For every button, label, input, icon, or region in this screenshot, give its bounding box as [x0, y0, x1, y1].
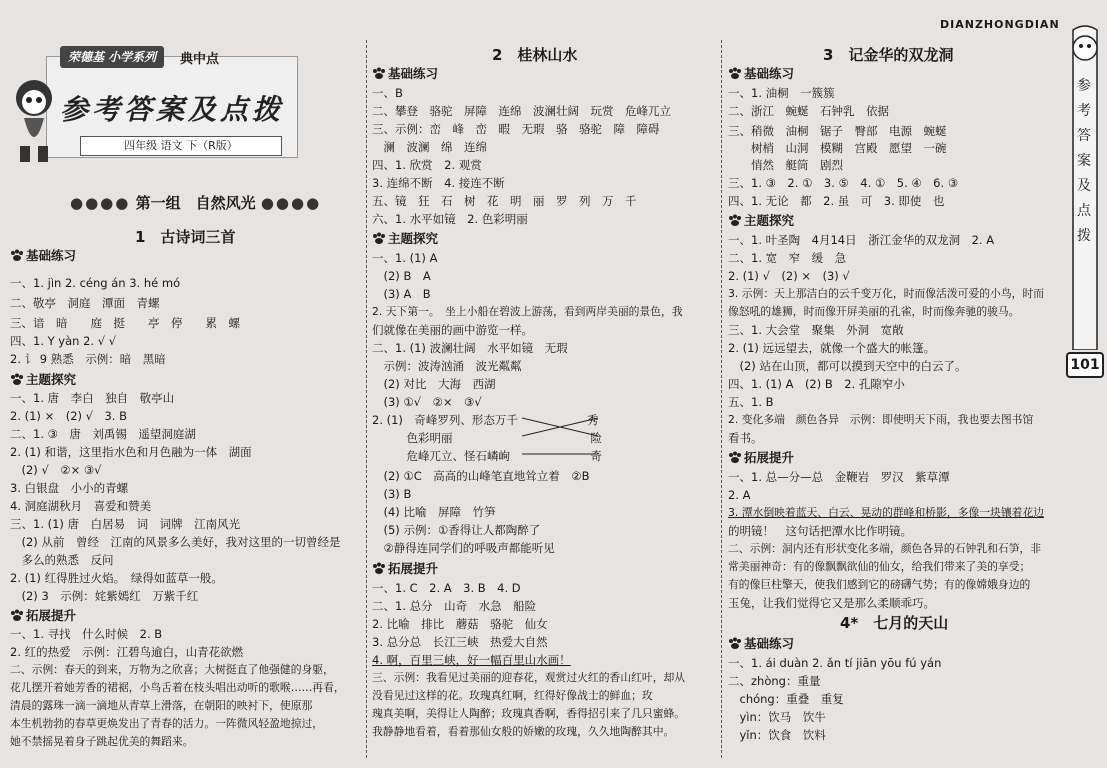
answer-line: 四、1. (1) A (2) B 2. 孔隙窄小 — [728, 377, 905, 391]
paw-icon — [728, 451, 742, 463]
answer-line: 三、稍微 油桐 锯子 臀部 电源 蜿蜒 — [728, 124, 947, 138]
answer-line: 示例：波涛汹涌 波光粼粼 — [372, 359, 522, 373]
answer-line: 我静静地看着，看着那仙女般的娇嫩的玫瑰，久久地陶醉其中。 — [372, 725, 675, 738]
answer-line: (3) ①√ ②× ③√ — [372, 395, 482, 409]
page-number: 101 — [1066, 352, 1104, 378]
answer-line: 看书。 — [728, 431, 763, 445]
answer-line: (3) A B — [372, 287, 431, 301]
section-title: 主题探究 — [372, 231, 438, 247]
answer-line: (2) 对比 大海 西湖 — [372, 377, 496, 391]
answer-line: 二、1. (1) 波澜壮阔 水平如镜 无瑕 — [372, 341, 568, 355]
answer-key-header — [10, 46, 300, 166]
answer-line: 澜 波澜 绵 连绵 — [372, 140, 487, 154]
answer-line: 2. 天下第一。 坐上小船在碧波上游荡，看到两岸美丽的景色，我 — [372, 305, 683, 318]
header-title: 参考答案及点拨 — [60, 93, 285, 126]
paw-icon — [10, 249, 24, 261]
answer-line: yìn：饮马 饮牛 — [728, 710, 826, 724]
answer-line: 本生机勃勃的春草更焕发出了青春的活力。一阵微风轻盈地掠过， — [10, 717, 324, 730]
paw-icon — [728, 214, 742, 226]
section-title: 拓展提升 — [728, 450, 794, 466]
answer-line: 的明镜！ 这句话把潭水比作明镜。 — [728, 524, 912, 538]
answer-line: 树梢 山洞 模糊 宫殿 愿望 一碗 — [728, 141, 947, 155]
answer-line: 危峰兀立、怪石嶙峋 奇 — [372, 449, 602, 463]
answer-line: 一、1. jìn 2. céng án 3. hé mó — [10, 276, 181, 290]
side-char: 案 — [1077, 153, 1091, 169]
answer-line: 2. 变化多端 颜色各异 示例：即使明天下雨，我也要去图书馆 — [728, 413, 1034, 426]
answer-line: 一、1. 叶圣陶 4月14日 浙江金华的双龙洞 2. A — [728, 233, 995, 247]
answer-line: 2. A — [728, 488, 751, 502]
section-title: 主题探究 — [728, 213, 794, 229]
answer-line: 没看见过这样的花。玫瑰真红啊，红得好像战士的鲜血；玫 — [372, 689, 653, 702]
answer-line: 一、1. 寻找 什么时候 2. B — [10, 627, 163, 641]
section-title: 主题探究 — [10, 372, 76, 388]
side-char: 考 — [1077, 103, 1091, 119]
matching-lines — [522, 412, 602, 462]
brand-tag: 典中点 — [180, 52, 220, 67]
answer-line: (2) 3 示例：姹紫嫣红 万紫千红 — [10, 589, 199, 603]
answer-line: 有的像巨柱擎天，使我们感到它的磅礴气势；有的像嫦娥身边的 — [728, 578, 1031, 591]
answer-line: 2. 讠 9 熟悉 示例：暗 黑暗 — [10, 352, 166, 366]
answer-line: 2. (1) 远远望去，就像一个盛大的帐篷。 — [728, 341, 936, 355]
answer-line: 三、谙 暗 庭 挺 亭 停 累 螺 — [10, 316, 240, 330]
side-char: 拨 — [1077, 228, 1091, 244]
answer-line: 一、1. C 2. A 3. B 4. D — [372, 581, 521, 595]
answer-line: 3. 连绵不断 4. 接连不断 — [372, 176, 505, 190]
paw-icon — [372, 67, 386, 79]
answer-line: 4. 洞庭湖秋月 喜爱和赞美 — [10, 499, 152, 513]
answer-line: 2. (1) 红得胜过火焰。 绿得如蓝草一般。 — [10, 571, 223, 585]
answer-line: 一、1. (1) A — [372, 251, 438, 265]
answer-line: 二、1. 宽 窄 缓 急 — [728, 251, 847, 265]
side-char: 参 — [1077, 78, 1091, 94]
answer-line: 二、攀登 骆驼 屏障 连绵 波澜壮阔 玩赏 危峰兀立 — [372, 104, 671, 118]
answer-line: 一、1. 总—分—总 金鞭岩 罗汉 紫草潭 — [728, 470, 950, 484]
paw-icon — [728, 67, 742, 79]
answer-line: 二、1. ③ 唐 刘禹锡 遥望洞庭湖 — [10, 427, 196, 441]
answer-line: 她不禁摇晃着身子跳起优美的舞蹈来。 — [10, 735, 194, 748]
answer-line: 2. (1) 和谐，这里指水色和月色融为一体 湖面 — [10, 445, 252, 459]
section-title: 基础练习 — [728, 66, 794, 82]
side-char: 点 — [1077, 203, 1091, 219]
answer-line: 三、1. ③ 2. ① 3. ⑤ 4. ① 5. ④ 6. ③ — [728, 176, 959, 190]
answer-line: 三、1. 大会堂 聚集 外洞 宽敞 — [728, 323, 904, 337]
answer-line: 2. 比喻 排比 蘑菇 骆驼 仙女 — [372, 617, 548, 631]
answer-line: 四、1. 欣赏 2. 观赏 — [372, 158, 482, 172]
group-title: ●●●● 第一组 自然风光 ●●●● — [70, 194, 322, 212]
answer-line: 瑰真美啊，美得让人陶醉；玫瑰真香啊，香得招引来了几只蜜蜂。 — [372, 707, 686, 720]
column-divider — [721, 40, 722, 758]
answer-line: 3. 白银盘 小小的青螺 — [10, 481, 129, 495]
section-title: 拓展提升 — [372, 561, 438, 577]
paw-icon — [10, 373, 24, 385]
answer-line: chóng：重叠 重复 — [728, 692, 844, 706]
top-label: DIANZHONGDIAN — [940, 18, 1060, 31]
answer-line: 们就像在美丽的画中游览一样。 — [372, 323, 533, 337]
lesson-title: 1 古诗词三首 — [135, 228, 236, 246]
answer-line: 二、1. 总分 山奇 水急 船险 — [372, 599, 537, 613]
answer-line: 二、示例：洞内还有形状变化多端，颜色各异的石钟乳和石笋，非 — [728, 542, 1042, 555]
side-char: 及 — [1077, 178, 1091, 194]
answer-line: 三、示例：峦 峰 峦 暇 无瑕 骆 骆驼 障 障碍 — [372, 122, 660, 136]
side-tab-text — [1074, 74, 1094, 249]
answer-line: 3. 潭水倒映着蓝天、白云、晃动的群峰和桥影，多像一块镶着花边 — [728, 506, 1045, 519]
answer-line: 三、1. (1) 唐 白居易 词 词牌 江南风光 — [10, 517, 241, 531]
answer-line: 花儿摆开着她芳香的裙裾，小鸟舌着在枝头唱出动听的歌喉……再看， — [10, 681, 345, 694]
lesson-title: 4* 七月的天山 — [840, 614, 949, 632]
answer-line: 清晨的露珠一滴一滴地从青草上滑落，在朝阳的映衬下，使原那 — [10, 699, 313, 712]
answer-line: 五、1. B — [728, 395, 774, 409]
answer-line: 3. 示例：天上那洁白的云千变万化，时而像活泼可爱的小鸟，时而 — [728, 287, 1045, 300]
answer-line: 4. 啊，百里三峡，好一幅百里山水画！ — [372, 653, 571, 667]
answer-line: 玉兔，让我们觉得它又是那么柔顺乖巧。 — [728, 596, 935, 610]
answer-line: 像怒吼的雄狮，时而像开屏美丽的孔雀，时而像奔驰的骏马。 — [728, 305, 1020, 318]
column-divider — [366, 40, 367, 758]
answer-line: 二、示例：春天的到来，万物为之欣喜；大树挺直了他强健的身躯， — [10, 663, 334, 676]
answer-line: 二、敬亭 洞庭 潭面 青螺 — [10, 296, 160, 310]
answer-line: 一、B — [372, 86, 403, 100]
paw-icon — [728, 637, 742, 649]
lesson-title: 3 记金华的双龙洞 — [823, 46, 954, 64]
answer-line: 3. 总分总 长江三峡 热爱大自然 — [372, 635, 548, 649]
mascot-icon — [10, 76, 58, 166]
answer-line: 2. (1) √ (2) × (3) √ — [728, 269, 850, 283]
answer-line: 多么的熟悉 反问 — [10, 553, 114, 567]
answer-line: (5) 示例：①香得让人都陶醉了 — [372, 523, 541, 537]
answer-line: 四、1. 无论 都 2. 虽 可 3. 即使 也 — [728, 194, 945, 208]
brand-logo: 荣德基 小学系列 — [60, 46, 164, 68]
section-title: 基础练习 — [372, 66, 438, 82]
answer-line: 二、zhòng：重量 — [728, 674, 821, 688]
answer-line: 三、示例：我看见过美丽的迎春花，观赏过火红的香山红叶，却从 — [372, 671, 686, 684]
answer-line: (2) B A — [372, 269, 431, 283]
header-subtitle: 四年级 语文 下（R版） — [80, 136, 282, 156]
answer-line: 2. (1) 奇峰罗列、形态万千 秀 — [372, 413, 599, 427]
section-title: 拓展提升 — [10, 608, 76, 624]
answer-line: 2. (1) × (2) √ 3. B — [10, 409, 127, 423]
answer-line: 一、1. 唐 李白 独自 敬亭山 — [10, 391, 175, 405]
answer-line: (3) B — [372, 487, 412, 501]
answer-line: (2) ①C 高高的山峰笔直地耸立着 ②B — [372, 469, 590, 483]
answer-line: 色彩明丽 险 — [372, 431, 602, 445]
answer-line: 二、浙江 蜿蜒 石钟乳 依据 — [728, 104, 889, 118]
answer-line: (2) 从前 曾经 江南的风景多么美好，我对这里的一切曾经是 — [10, 535, 341, 549]
answer-line: 一、1. 油桐 一簇簇 — [728, 86, 835, 100]
answer-line: 四、1. Y yàn 2. √ √ — [10, 334, 117, 348]
answer-line: 悄然 艇筒 剧烈 — [728, 158, 843, 172]
paw-icon — [372, 562, 386, 574]
answer-line: 常美丽神奇：有的像飘飘欲仙的仙女，给我们带来了美的享受； — [728, 560, 1031, 573]
side-char: 答 — [1077, 128, 1091, 144]
answer-line: (2) √ ②× ③√ — [10, 463, 102, 477]
answer-line: (4) 比喻 屏障 竹笋 — [372, 505, 496, 519]
lesson-title: 2 桂林山水 — [492, 46, 578, 64]
answer-line: (2) 站在山顶，都可以摸到天空中的白云了。 — [728, 359, 967, 373]
section-title: 基础练习 — [728, 636, 794, 652]
answer-line: yǐn：饮食 饮料 — [728, 728, 826, 742]
section-title: 基础练习 — [10, 248, 76, 264]
answer-line: ②静得连同学们的呼吸声都能听见 — [372, 541, 555, 555]
paw-icon — [10, 609, 24, 621]
answer-line: 六、1. 水平如镜 2. 色彩明丽 — [372, 212, 528, 226]
answer-line: 一、1. ái duàn 2. ǎn tí jiān yōu fú yán — [728, 656, 942, 670]
paw-icon — [372, 232, 386, 244]
answer-line: 2. 红的热爱 示例：江碧鸟逾白，山青花欲燃 — [10, 645, 244, 659]
answer-line: 五、镜 狂 石 树 花 明 丽 罗 列 万 千 — [372, 194, 637, 208]
